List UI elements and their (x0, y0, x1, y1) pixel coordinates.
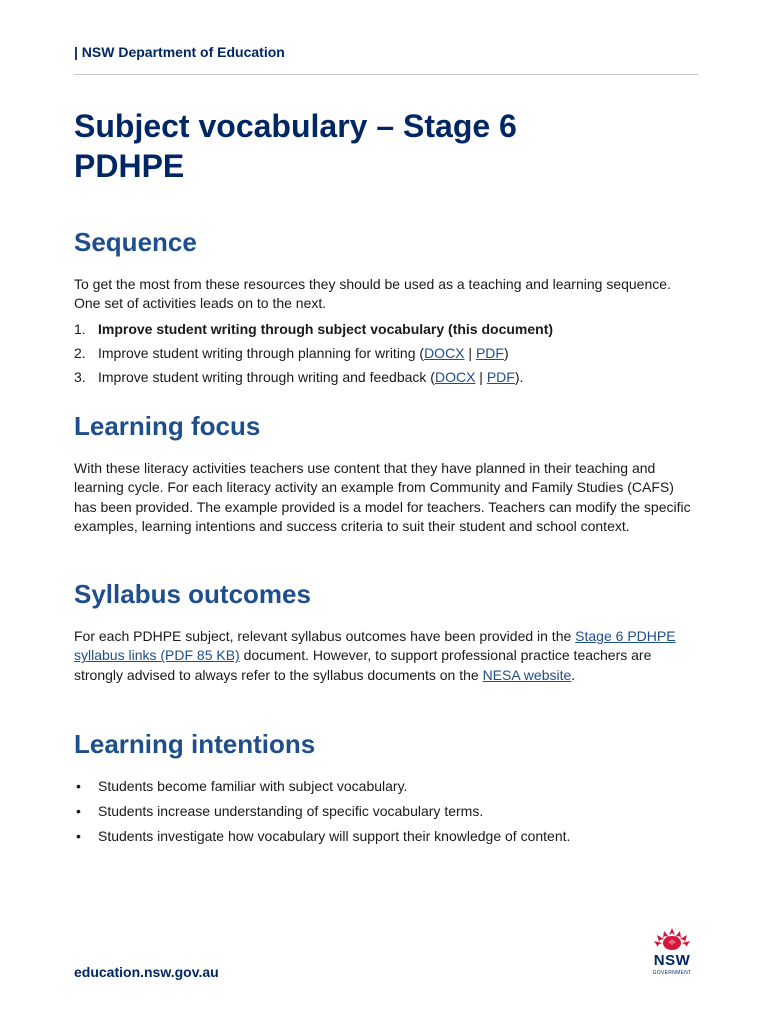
docx-link[interactable]: DOCX (424, 345, 465, 361)
page-title (74, 106, 714, 186)
list-item-text: Improve student writing through subject vocabulary (this document) (98, 321, 554, 337)
list-item-text: Students investigate how vocabulary will support their knowledge of content. (98, 828, 571, 844)
pdf-link[interactable]: PDF (475, 345, 504, 361)
list-item (74, 341, 698, 365)
link-separator: | (475, 369, 487, 385)
learning-focus-heading: Learning focus (74, 411, 261, 441)
nsw-government-logo (644, 926, 700, 986)
list-item (74, 365, 698, 389)
document-header: | NSW Department of Education (74, 44, 285, 60)
syllabus-links-link[interactable]: Stage 6 PDHPE syllabus links (PDF 85 KB) (74, 628, 676, 664)
list-item (74, 774, 698, 799)
list-item-text: Students become familiar with subject vocabulary. (98, 778, 408, 794)
intentions-list (74, 774, 698, 849)
syllabus-text-1: For each PDHPE subject, relevant syllabus outcomes have been provided in the (74, 628, 576, 644)
learning-intentions-heading: Learning intentions (74, 729, 316, 759)
list-item (74, 799, 698, 824)
docx-link[interactable]: DOCX (434, 369, 476, 385)
list-item-text: Students increase understanding of specific vocabulary terms. (98, 803, 484, 819)
title-line-2: PDHPE (74, 148, 185, 184)
bullet-icon: • (76, 803, 81, 819)
syllabus-text-2: document. However, to support professional practice teachers are strongly advised to always refer to the syllabus documents on the (74, 647, 652, 683)
list-item-end: ). (514, 369, 524, 385)
list-number: 3. (74, 369, 86, 385)
syllabus-body (74, 627, 698, 685)
header-divider (74, 74, 698, 75)
bullet-icon: • (76, 778, 81, 794)
waratah-logo-icon (644, 926, 700, 952)
list-item (74, 824, 698, 849)
list-item-text: Improve student writing through planning for writing ( (98, 345, 425, 361)
sequence-intro: To get the most from these resources they should be used as a teaching and learning sequence. One set of activities leads on to the next. (74, 276, 671, 312)
footer-url: education.nsw.gov.au (74, 964, 219, 980)
sequence-heading: Sequence (74, 227, 197, 257)
pdf-link[interactable]: PDF (486, 369, 515, 385)
bullet-icon: • (76, 828, 81, 844)
syllabus-text-3: . (571, 666, 576, 683)
logo-wordmark: NSW (653, 952, 691, 969)
nesa-website-link[interactable]: NESA website (482, 666, 572, 683)
list-number: 2. (74, 345, 86, 361)
list-item-end: ) (503, 345, 509, 361)
link-separator: | (464, 345, 476, 361)
sequence-list (74, 317, 698, 389)
syllabus-heading: Syllabus outcomes (74, 579, 311, 609)
list-item (74, 317, 698, 341)
learning-focus-body: With these literacy activities teachers use content that they have planned in their teaching and learning cycle. For each literacy activity an example from Community and Family Studies (CAFS) has been provided. The example provided is a model for teachers. Teachers can modify the specific examples, learning intentions and success criteria to suit their student and school context. (74, 460, 691, 535)
list-item-text: Improve student writing through writing and feedback ( (98, 369, 435, 385)
list-number: 1. (74, 321, 86, 337)
title-line-1: Subject vocabulary – Stage 6 (74, 108, 517, 144)
logo-subtitle: GOVERNMENT (652, 970, 692, 976)
